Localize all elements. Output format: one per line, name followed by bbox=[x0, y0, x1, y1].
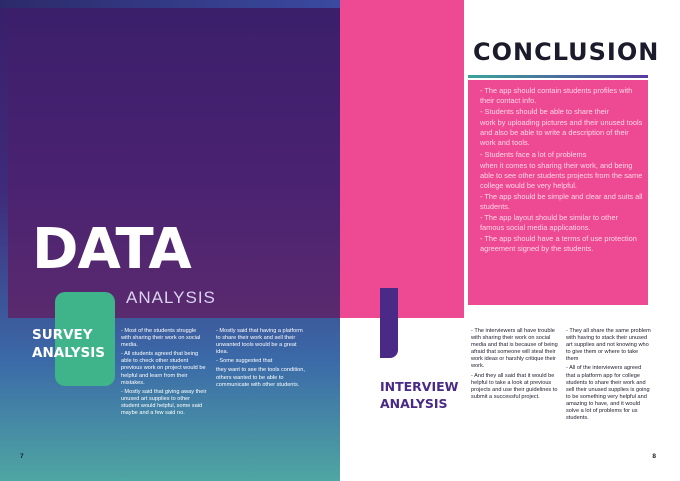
interview-analysis-heading bbox=[380, 378, 458, 412]
interview-heading-line2: ANALYSIS bbox=[380, 396, 448, 411]
conclusion-point: - The app should be simple and clear and suits all students. bbox=[480, 191, 643, 212]
right-page bbox=[340, 0, 680, 481]
interview-column-1 bbox=[471, 328, 561, 403]
interview-point: - The interviewers all have trouble with sharing their work on social media and that is because of being afraid that someone will steal their work ideas or harshly critique their work. bbox=[471, 328, 558, 370]
data-title: DATA bbox=[32, 217, 191, 282]
survey-point: they want to see the tools condition, others wanted to be able to communicate with other students. bbox=[216, 367, 305, 388]
survey-heading-line1: SURVEY bbox=[32, 327, 93, 343]
conclusion-point: - The app layout should be similar to other famous social media applications. bbox=[480, 213, 618, 233]
conclusion-point: - Students should be able to share their bbox=[480, 107, 610, 117]
interview-column-2 bbox=[566, 328, 652, 424]
interview-heading-line1: INTERVIEW bbox=[380, 379, 459, 394]
survey-point: - All students agreed that being able to check other student previous work on project would be helpful and learn from their mistakes. bbox=[121, 351, 206, 386]
conclusion-point: - The app should contain students profiles with their contact info. bbox=[480, 86, 633, 106]
conclusion-point: - The app should have a terms of use protection agreement signed by the students. bbox=[480, 234, 637, 254]
survey-analysis-heading bbox=[32, 326, 105, 362]
page-number-left: 7 bbox=[20, 453, 24, 460]
analysis-subtitle: ANALYSIS bbox=[126, 288, 216, 307]
survey-point: - Mostly said that having a platform to share their work and sell their unwanted tools would be a great idea. bbox=[216, 328, 303, 356]
interview-point: - All of the interviewers agreed that a platform app for college students to share their work and sell their unused supplies is going to be something very helpful and amazing to have, and it would solve a lot of problems for us students. bbox=[566, 365, 650, 422]
survey-column-1 bbox=[121, 328, 207, 419]
conclusion-point: when it comes to sharing their work, and being able to see other students projects from the same college would be very helpful. bbox=[480, 160, 643, 190]
conclusion-text bbox=[480, 86, 644, 256]
interview-point: - They all share the same problem with having to stack their unused art supplies and not knowing who to give them or where to take them bbox=[566, 328, 651, 363]
interview-point: - And they all said that it would be helpful to take a look at previous projects and use their guidelines to submit a successful project. bbox=[471, 372, 558, 400]
title-underline bbox=[468, 75, 648, 78]
page-number-right: 8 bbox=[652, 453, 656, 460]
conclusion-point: work by uploading pictures and their unused tools and also be able to write a description of their work and tools. bbox=[480, 118, 643, 148]
survey-point: - Some suggested that bbox=[216, 358, 273, 365]
survey-heading-line2: ANALYSIS bbox=[32, 345, 105, 361]
survey-point: - Mostly said that giving away their unused art supplies to other student would helpful, some said maybe and a few said no. bbox=[121, 388, 207, 417]
purple-accent-bar bbox=[380, 288, 398, 358]
survey-point: - Most of the students struggle with sharing their work on social media. bbox=[121, 328, 201, 349]
pink-block bbox=[340, 0, 464, 345]
conclusion-point: - Students face a lot of problems bbox=[480, 149, 587, 159]
conclusion-title: CONCLUSION bbox=[473, 38, 660, 66]
survey-column-2 bbox=[216, 328, 306, 391]
